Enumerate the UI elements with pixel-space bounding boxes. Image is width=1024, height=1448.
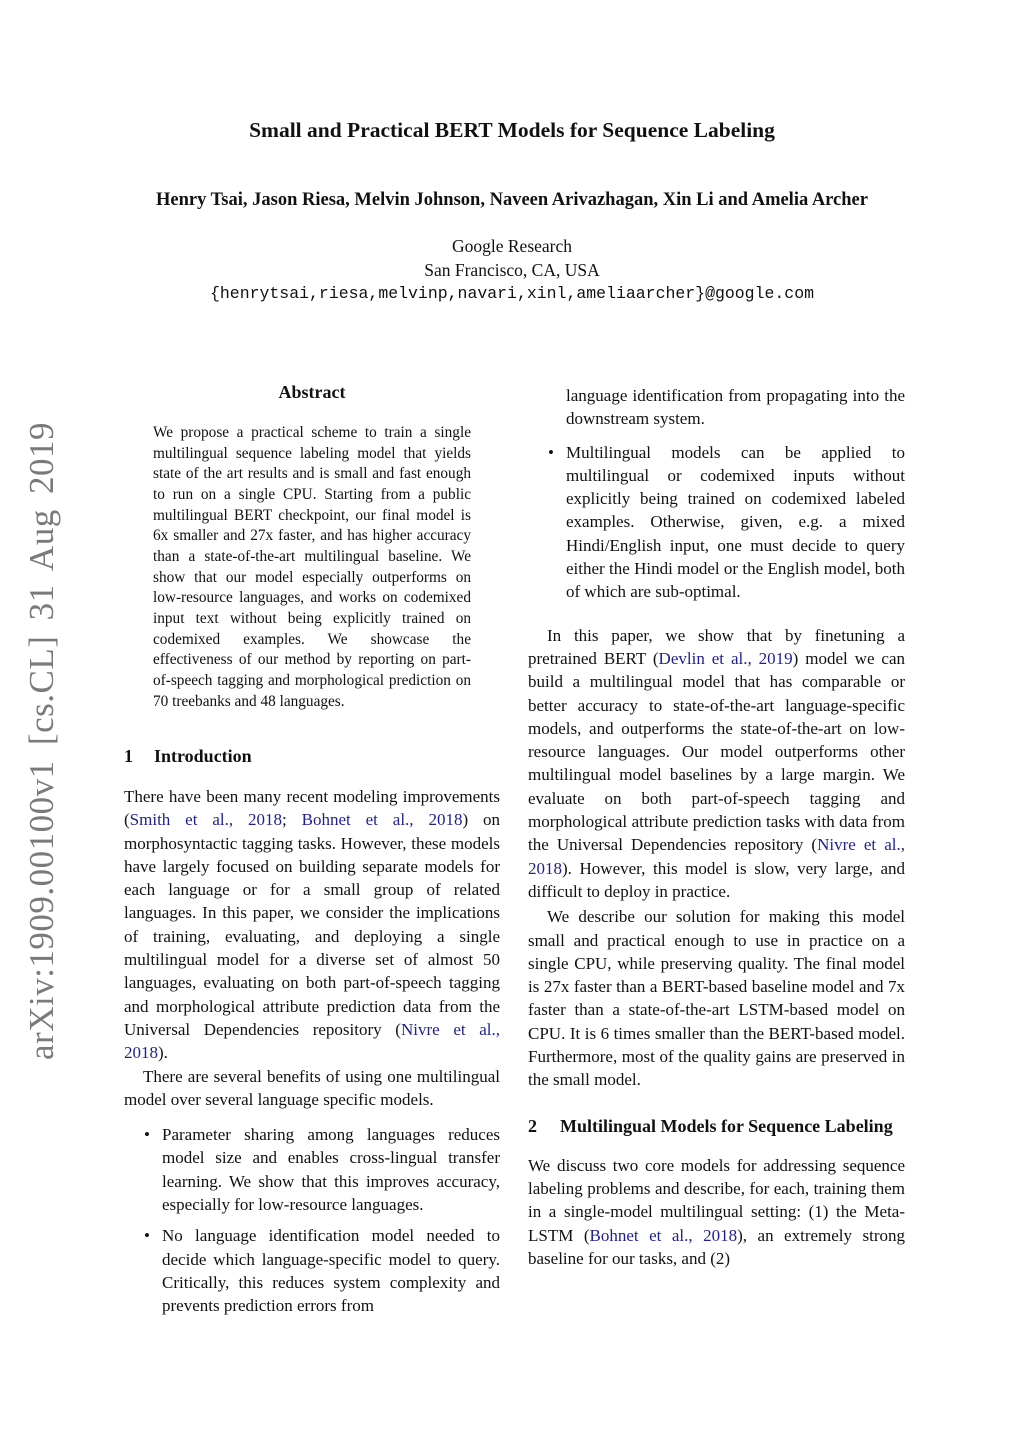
citation-link[interactable]: Smith et al., 2018 <box>129 810 282 830</box>
section-title: Multilingual Models for Sequence Labeling <box>560 1115 893 1136</box>
paragraph: There are several benefits of using one multilingual model over several language specific models. <box>124 1066 500 1109</box>
citation-link[interactable]: Devlin et al., 2019 <box>658 648 793 668</box>
benefit-list <box>124 1123 500 1317</box>
abstract-text: We propose a practical scheme to train a single multilingual sequence labeling model that yields state of the art results and is small and fast enough to run on a single CPU. Starting from a public multilingual BERT checkpoint, our final model is 6x smaller and 27x faster, and has higher accuracy than a state-of-the-art multilingual baseline. We show that our model especially outperforms on low-resource languages, and works on codemixed input text without being explicitly trained on codemixed examples. We showcase the effectiveness of our method by reporting on part-of-speech tagging and morphological prediction on 70 treebanks and 48 languages. <box>153 424 471 710</box>
affiliation-location: San Francisco, CA, USA <box>424 260 600 280</box>
right-column <box>528 384 905 1270</box>
list-item-continued: language identification from propagating into the downstream system. <box>566 386 905 429</box>
affiliation-block <box>0 234 1024 306</box>
author-emails: {henrytsai,riesa,melvinp,navari,xinl,ameliaarcher}@google.com <box>210 284 814 303</box>
paragraph: There have been many recent modeling improvements (Smith et al., 2018; Bohnet et al., 2018) on morphosyntactic tagging tasks. However, these models have largely focused on building separate models for each language or for a small group of related languages. In this paper, we consider the implications of training, evaluating, and deploying a single multilingual model for a diverse set of almost 50 languages, evaluating on both part-of-speech tagging and morphological attribute prediction data from the Universal Dependencies repository (Nivre et al., 2018). <box>124 787 500 1063</box>
list-item: • Parameter sharing among languages reduces model size and enables cross-lingual transfer learning. We show that this improves accuracy, especially for low-resource languages. <box>124 1123 500 1216</box>
section-number: 1 <box>124 746 133 766</box>
paragraph: We discuss two core models for addressing sequence labeling problems and describe, for each, training them in a single-model multilingual setting: (1) the Meta-LSTM (Bohnet et al., 2018), an extremely strong baseline for our tasks, and (2) <box>528 1155 906 1268</box>
list-item: • Multilingual models can be applied to multilingual or codemixed inputs without explicitly being trained on codemixed labeled examples. Otherwise, given, e.g. a mixed Hindi/English input, one must decide to query either the Hindi model or the English model, both of which are sub-optimal. <box>528 441 905 604</box>
citation-link[interactable]: Bohnet et al., 2018 <box>589 1225 738 1245</box>
paragraph: We describe our solution for making this model small and practical enough to use in practice on a single CPU, while preserving quality. The final model is 27x faster than a BERT-based baseline model and 7x faster than a state-of-the-art LSTM-based model on CPU. It is 6 times smaller than the BERT-based model. Furthermore, most of the quality gains are preserved in the small model. <box>528 907 905 1090</box>
section-heading <box>528 1114 905 1138</box>
citation-link[interactable]: Nivre et al., 2018 <box>124 1019 500 1063</box>
section-number: 2 <box>528 1115 537 1136</box>
author-list: Henry Tsai, Jason Riesa, Melvin Johnson, Naveen Arivazhagan, Xin Li and Amelia Archer <box>156 190 868 210</box>
abstract-heading: Abstract <box>278 382 346 402</box>
intro-body <box>124 785 500 1318</box>
list-item: • No language identification model needed to decide which language-specific model to query. Critically, this reduces system complexity and prevents prediction errors from <box>124 1224 500 1317</box>
arxiv-identifier: arXiv:1909.00100v1 [cs.CL] 31 Aug 2019 <box>22 422 61 1060</box>
affiliation-name: Google Research <box>451 236 573 256</box>
citation-link[interactable]: Bohnet et al., 2018 <box>301 810 463 830</box>
paragraph: In this paper, we show that by finetuning a pretrained BERT (Devlin et al., 2019) model we can build a multilingual model that has comparable or better accuracy to state-of-the-art language-specific models, and outperforms the state-of-the-art on low-resource languages. Our model outperforms other multilingual model baselines by a large margin. We evaluate on both part-of-speech tagging and morphological attribute prediction tasks with data from the Universal Dependencies repository (Nivre et al., 2018). However, this model is slow, very large, and difficult to deploy in practice. <box>528 625 906 901</box>
intro-section <box>124 745 500 768</box>
citation-link[interactable]: Nivre et al., 2018 <box>528 835 906 878</box>
section-heading <box>124 745 500 768</box>
benefit-list-cont <box>528 384 905 604</box>
paper-title: Small and Practical BERT Models for Sequence Labeling <box>249 118 775 142</box>
section-title: Introduction <box>154 746 252 766</box>
